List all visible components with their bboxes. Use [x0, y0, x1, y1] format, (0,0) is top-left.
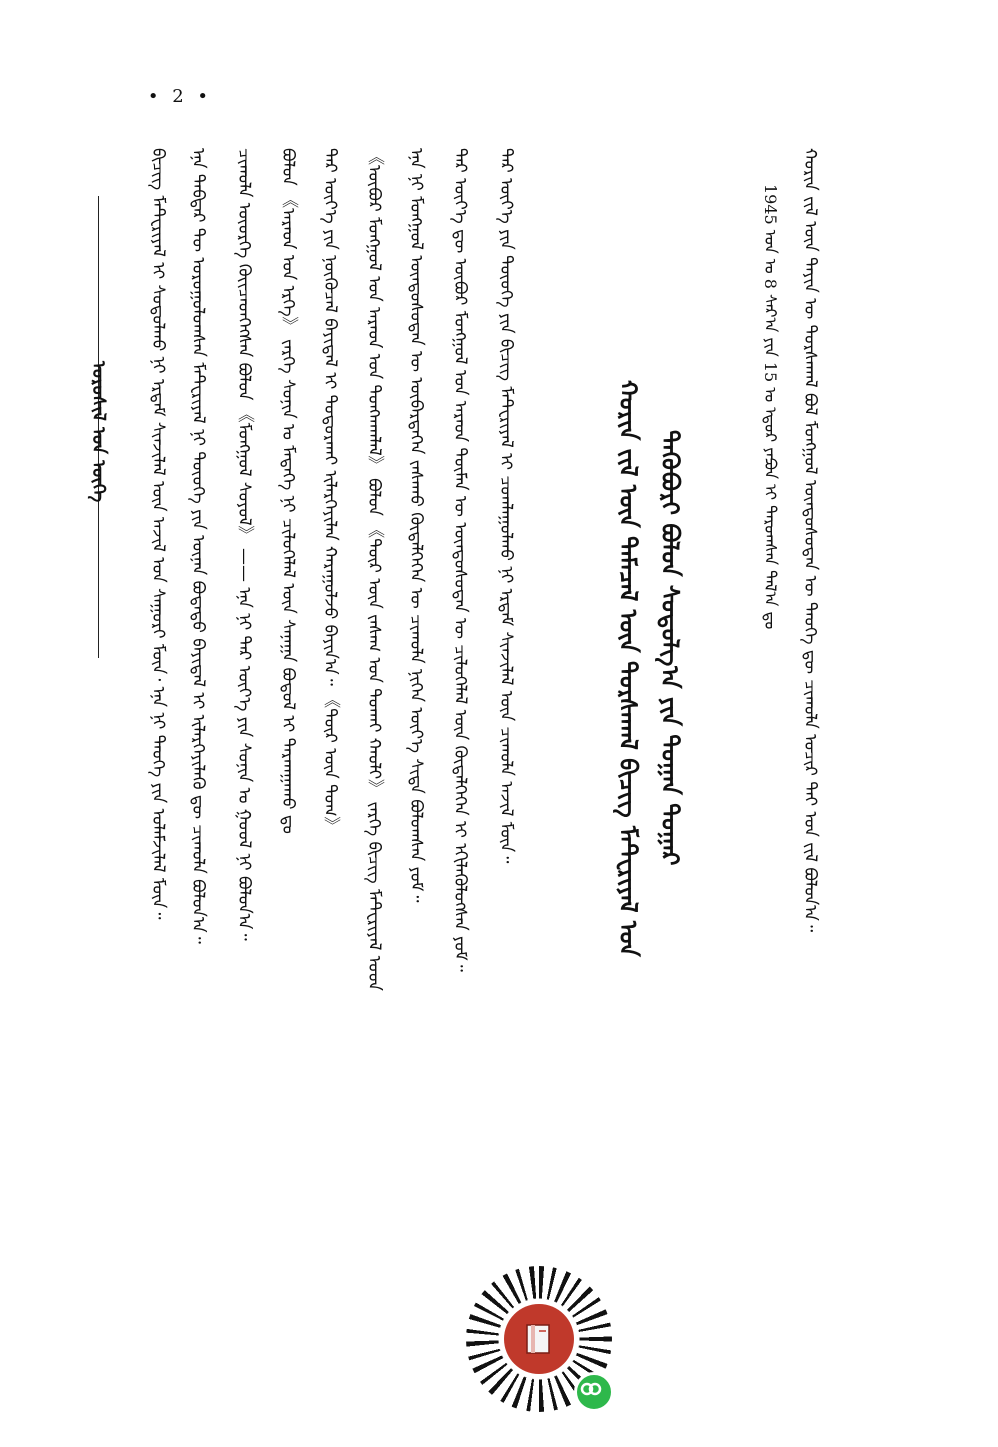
- body-line-4: ᠲᠡᠷ ᠦᠶ᠎ᠡ ᠶᠢᠨ ᠨᠥᠬᠥᠴᠡᠯ ᠪᠠᠶᠢᠳᠠᠯ ᠢ ᠲᠣᠳᠣᠷᠬᠠᠶ ᠢᠯᠡᠷᠬᠡᠶᠢᠯᠡᠨ ᠬᠠᠷᠠᠭᠤᠯᠵᠤ ᠪᠠᠶᠢᠨ᠎ᠠ᠃ 《ᠲᠦᠷ ᠦᠨ ᠲᠤᠭ》: [320, 148, 340, 834]
- document-title-line-1: ᠬᠣᠷᠢᠨ ᠵᠢᠯ ᠦᠨ ᠲᠡᠮᠡᠴᠡᠯ ᠦᠨ ᠳᠤᠷᠰᠠᠬᠠᠯ ᠪᠢᠴᠢᠭ᠌ ᠮᠠᠲ᠋ᠧᠷᠢᠶᠠᠯ ᠤᠨ: [614, 380, 642, 957]
- body-line-8: ᠪᠢᠴᠢᠭ᠌ ᠮᠠᠲ᠋ᠧᠷᠢᠶᠠᠯ ᠢ ᠰᠤᠳᠤᠯᠬᠤ ᠨᠢ ᠡᠷᠳᠡᠮ ᠰᠢᠨᠵᠢᠯᠡᠯ ᠦᠨ ᠠᠵᠢᠯ ᠤᠨ ᠰᠠᠭᠤᠷᠢ ᠮᠥᠨ᠂ ᠡᠨᠡ ᠨᠢ ᠲᠡᠦᠬᠡ ᠶᠢᠨ ᠤᠯᠠᠮᠵᠢᠯᠠᠯ ᠮᠥᠨ᠃: [148, 148, 168, 920]
- intro-line-0: [838, 148, 864, 1308]
- document-title-line-2: ᠲᠡᠭᠦᠪᠦᠷᠢ ᠪᠤᠯᠤᠨ ᠰᠤᠳᠤᠯᠭ᠎ᠠ ᠶᠢᠨ ᠲᠣᠭᠠᠨ ᠳᠤᠭᠠᠷ: [656, 430, 684, 866]
- mini-program-icon: [574, 1372, 614, 1412]
- running-header: ᠣᠷᠣᠰᠢᠯ ᠤᠨ ᠦᠭᠡ: [88, 361, 109, 503]
- date-line: 1945 ᠣᠨ ᠤ 8 ᠰᠠᠷ᠎ᠠ ᠶᠢᠨ 15 ᠤ ᠡᠳᠦᠷ ᠶᠠᠫᠣᠨ ᠢ ᠳᠠᠷᠤᠭᠰᠠᠨ ᠲᠠᠯ᠎ᠠ ᠳᠤ: [761, 184, 780, 630]
- intro-line-2-end: [522, 148, 548, 548]
- body-line-5: ᠪᠣᠯᠤᠨ 《ᠠᠷᠠᠳ ᠤᠨ ᠡᠷᠬᠡ》 ᠵᠡᠷᠭᠡ ᠰᠣᠨᠢᠨ ᠤ ᠮᠡᠳᠡᠭᠡ ᠨᠢ ᠴᠢᠯᠥᠭᠡᠯᠡᠯ ᠦᠨ ᠰᠠᠨᠠᠭᠠ ᠪᠣᠳᠣᠯ ᠢ ᠲᠠᠷᠬᠠᠭᠠᠬᠤ ᠳᠤ: [278, 148, 298, 834]
- page-number: • 2 •: [147, 86, 213, 107]
- body-line-1: ᠲᠡᠷ ᠦᠶ᠎ᠡ ᠳᠦ ᠥᠪᠦᠷ ᠮᠣᠩᠭᠣᠯ ᠤᠨ ᠠᠷᠠᠳ ᠲᠦᠮᠡᠨ ᠦ ᠦᠨᠳᠦᠰᠦᠲᠡᠨ ᠦ ᠴᠢᠯᠥᠭᠡᠯᠡᠯ ᠦᠨ ᠬᠥᠳᠡᠯᠭᠡᠭᠡᠨ ᠢ ᠡᠬᠢᠯᠡᠭᠦᠯᠦᠭᠰᠡᠨ ᠶᠤᠮ᠃: [450, 148, 470, 972]
- qr-code[interactable]: [454, 1254, 624, 1424]
- intro-line-1: ᠬᠣᠷᠢᠨ ᠵᠢᠯ ᠦᠨ ᠳᠠᠶᠢᠨ ᠦ ᠳᠤᠷᠰᠠᠬᠠᠯ ᠪᠣᠯ ᠮᠣᠩᠭᠣᠯ ᠦᠨᠳᠦᠰᠦᠲᠡᠨ ᠦ ᠲᠡᠦᠬᠡ ᠳᠦ ᠴᠢᠬᠤᠯᠠ ᠤᠴᠢᠷ ᠲᠠᠢ ᠣᠨ ᠵᠢᠯ ᠪᠣᠯᠤᠨ᠎ᠠ᠃: [800, 148, 820, 933]
- body-line-7: ᠡᠨᠡ ᠳᠡᠪᠲᠡᠷ ᠲᠦ ᠣᠷᠣᠭᠤᠯᠤᠭᠰᠠᠨ ᠮᠠᠲ᠋ᠧᠷᠢᠶᠠᠯ ᠨᠢ ᠲᠦᠦᠬᠡ ᠶᠢᠨ ᠦᠨᠡᠨ ᠪᠣᠳᠠᠲᠤ ᠪᠠᠶᠢᠳᠠᠯ ᠢ ᠢᠯᠡᠷᠬᠡᠶᠢᠯᠡᠬᠦ ᠳᠦ ᠴᠢᠬᠤᠯᠠ ᠪᠣᠯᠤᠨ᠎ᠠ᠃: [188, 148, 208, 944]
- intro-line-2: ᠲᠡᠷ ᠦᠶ᠎ᠡ ᠶᠢᠨ ᠲᠦᠦᠬᠡ ᠶᠢᠨ ᠪᠢᠴᠢᠭ᠌ ᠮᠠᠲ᠋ᠧᠷᠢᠶᠠᠯ ᠢ ᠴᠤᠭᠯᠠᠭᠤᠯᠬᠤ ᠨᠢ ᠡᠷᠳᠡᠮ ᠰᠢᠨᠵᠢᠯᠡᠯ ᠦᠨ ᠴᠢᠬᠤᠯᠠ ᠠᠵᠢᠯ ᠮᠥᠨ᠃: [496, 148, 516, 864]
- book-logo-icon: [504, 1304, 574, 1374]
- body-line-6: ᠴᠢᠬᠤᠯᠠ ᠦᠦᠷᠭᠡ ᠭᠦᠢᠴᠡᠳᠭᠡᠭᠰᠡᠨ ᠪᠣᠯᠤᠨ 《ᠮᠣᠩᠭᠣᠯ ᠰᠣᠶᠣᠯ》 —— ᠡᠨᠡ ᠨᠢ ᠲᠡᠷ ᠦᠶ᠎ᠡ ᠶᠢᠨ ᠰᠣᠨᠢᠨ ᠤ ᠭᠣᠣᠯ ᠨᠢ ᠪᠣᠯᠤᠨ᠎ᠠ᠃: [234, 148, 254, 941]
- book-icon: [519, 1319, 559, 1359]
- body-line-2: ᠡᠨᠡ ᠨᠢ ᠮᠣᠩᠭᠣᠯ ᠦᠨᠳᠦᠰᠦᠲᠡᠨ ᠦ ᠥᠪᠡᠷᠲᠡᠭᠡᠨ ᠵᠠᠰᠠᠬᠤ ᠬᠥᠳᠡᠯᠭᠡᠭᠡᠨ ᠦ ᠴᠢᠬᠤᠯᠠ ᠨᠢᠭᠡᠨ ᠦᠶ᠎ᠡ ᠰᠢᠳᠠ ᠪᠣᠯᠤᠭᠰᠠᠨ ᠶᠤᠮ᠃: [406, 148, 426, 903]
- body-line-3: 《ᠥᠪᠦᠷ ᠮᠣᠩᠭᠣᠯ ᠤᠨ ᠠᠷᠠᠳ ᠤᠨ ᠲᠤᠩᠬᠠᠭᠯᠠᠯ》 ᠪᠣᠯᠤᠨ 《ᠲᠦᠷ ᠦᠨ ᠵᠠᠰᠠᠭ ᠤᠨ ᠲᠤᠬᠠᠢ ᠬᠠᠤᠯᠢ》 ᠵᠡᠷᠭᠡ ᠪᠢᠴᠢᠭ᠌ ᠮᠠᠲ᠋ᠧᠷᠢᠶᠠᠯ ᠤᠳ: [364, 148, 384, 991]
